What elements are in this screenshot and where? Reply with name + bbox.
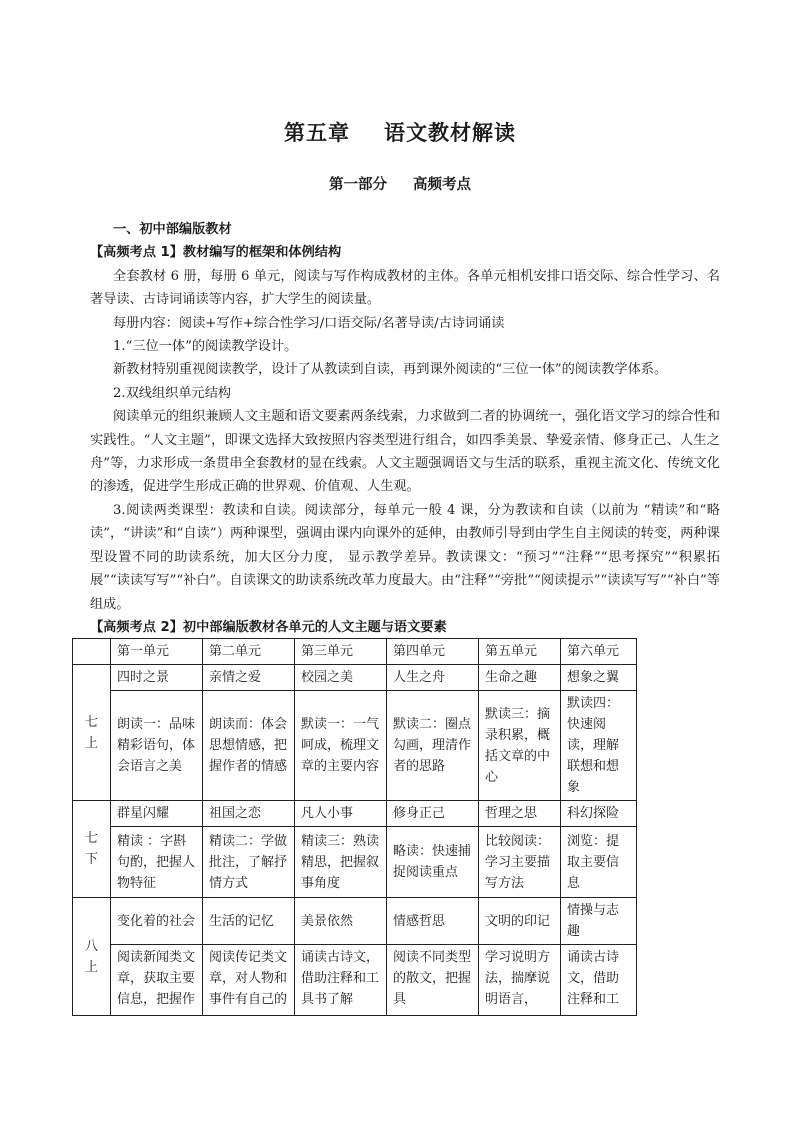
part-title	[0, 173, 800, 194]
theme-cell: 群星闪耀	[111, 801, 203, 827]
table-header-cell: 第四单元	[387, 639, 479, 665]
table-header-cell: 第六单元	[561, 639, 637, 665]
theme-cell: 生命之趣	[479, 665, 561, 691]
table-row	[73, 691, 637, 801]
table-header-cell: 第五单元	[479, 639, 561, 665]
element-cell: 朗读而：体会思想情感，把握作者的情感	[203, 691, 295, 801]
theme-cell: 变化着的社会	[111, 898, 203, 945]
theme-cell: 哲理之思	[479, 801, 561, 827]
table-header-cell: 第二单元	[203, 639, 295, 665]
theme-cell: 科幻探险	[561, 801, 637, 827]
element-cell: 朗读一：品味精彩语句，体会语言之美	[111, 691, 203, 801]
theme-cell: 文明的印记	[479, 898, 561, 945]
theme-cell: 人生之舟	[387, 665, 479, 691]
theme-cell: 情操与志趣	[561, 898, 637, 945]
theme-cell: 想象之翼	[561, 665, 637, 691]
element-cell: 默读四：快速阅读，理解联想和想象	[561, 691, 637, 801]
element-cell: 比较阅读：学习主要描写方法	[479, 827, 561, 898]
part-number: 第一部分	[329, 177, 387, 193]
paragraph: 3.阅读两类课型：教读和自读。阅读部分，每单元一般 4 课，分为教读和自读（以前为 “精读”和“略读”，“讲读”和“自读”）两种课型，强调由课内向课外的延伸，由教师引导到由学生自主阅读的转变，两种课型设置不同的助读系统，加大区分力度， 显示教学差异。教读课文：“预习”“注释”“思考探究”“积累拓展”“读读写写”“补白”。自读课文的助读系统改革力度最大。由“注释”“旁批”“阅读提示”“读读写写”“补白”等组成。	[90, 502, 720, 612]
table-row	[73, 801, 637, 827]
theme-cell: 四时之景	[111, 665, 203, 691]
key-point-2-title: 【高频考点 2】初中部编版教材各单元的人文主题与语文要素	[90, 619, 447, 635]
element-cell: 阅读传记类文章，对人物和事件有自己的	[203, 945, 295, 1016]
body-text	[90, 218, 720, 639]
theme-cell: 美景依然	[295, 898, 387, 945]
part-name: 高频考点	[413, 177, 471, 193]
chapter-title	[0, 117, 800, 147]
units-table	[72, 638, 637, 1016]
theme-cell: 亲情之爱	[203, 665, 295, 691]
grade-cell: 八上	[73, 898, 111, 1016]
paragraph: 全套教材 6 册，每册 6 单元，阅读与写作构成教材的主体。各单元相机安排口语交际、综合性学习、名著导读、古诗词诵读等内容，扩大学生的阅读量。	[90, 268, 720, 308]
key-point-1-title: 【高频考点 1】教材编写的框架和体例结构	[90, 245, 342, 261]
element-cell: 精读三：熟读精思，把握叙事角度	[295, 827, 387, 898]
element-cell: 阅读不同类型的散文，把握具	[387, 945, 479, 1016]
paragraph: 阅读单元的组织兼顾人文主题和语文要素两条线索，力求做到二者的协调统一，强化语文学习的综合性和实践性。“人文主题”，即课文选择大致按照内容类型进行组合，如四季美景、挚爱亲情、修身正己、人生之舟”等，力求形成一条贯串全套教材的显在线索。人文主题强调语文与生活的联系，重视主流文化、传统文化的渗透，促进学生形成正确的世界观、价值观、人生观。	[90, 409, 720, 495]
element-cell: 浏览：提取主要信息	[561, 827, 637, 898]
table-header-cell: 第一单元	[111, 639, 203, 665]
grade-cell: 七下	[73, 801, 111, 898]
chapter-name: 语文教材解读	[384, 121, 516, 145]
paragraph: 1.“三位一体”的阅读教学设计。	[113, 339, 298, 355]
theme-cell: 生活的记忆	[203, 898, 295, 945]
table-header-cell	[73, 639, 111, 665]
theme-cell: 祖国之恋	[203, 801, 295, 827]
section-heading: 一、初中部编版教材	[113, 222, 232, 237]
theme-cell: 校园之美	[295, 665, 387, 691]
element-cell: 默读三：摘录积累，概括文章的中心	[479, 691, 561, 801]
chapter-number: 第五章	[284, 121, 350, 145]
table-header-row	[73, 639, 637, 665]
paragraph: 2.双线组织单元结构	[113, 385, 232, 401]
element-cell: 阅读新闻类文章，获取主要信息，把握作	[111, 945, 203, 1016]
theme-cell: 情感哲思	[387, 898, 479, 945]
paragraph: 每册内容：阅读+写作+综合性学习/口语交际/名著导读/古诗词诵读	[113, 315, 505, 331]
grade-cell: 七上	[73, 665, 111, 801]
table-row	[73, 945, 637, 1016]
element-cell: 诵读古诗文，借助注释和工具书了解	[295, 945, 387, 1016]
paragraph: 新教材特别重视阅读教学，设计了从教读到自读，再到课外阅读的“三位一体”的阅读教学体系。	[113, 362, 668, 378]
element-cell: 精读二：学做批注，了解抒情方式	[203, 827, 295, 898]
table-row	[73, 898, 637, 945]
element-cell: 学习说明方法，揣摩说明语言，	[479, 945, 561, 1016]
table-row	[73, 827, 637, 898]
theme-cell: 修身正己	[387, 801, 479, 827]
table-row	[73, 665, 637, 691]
element-cell: 略读：快速捕捉阅读重点	[387, 827, 479, 898]
table-header-cell: 第三单元	[295, 639, 387, 665]
element-cell: 诵读古诗文，借助注释和工	[561, 945, 637, 1016]
element-cell: 精读 ：字斟句酌，把握人物特征	[111, 827, 203, 898]
element-cell: 默读二：圈点勾画，理清作者的思路	[387, 691, 479, 801]
theme-cell: 凡人小事	[295, 801, 387, 827]
element-cell: 默读一：一气呵成，梳理文章的主要内容	[295, 691, 387, 801]
